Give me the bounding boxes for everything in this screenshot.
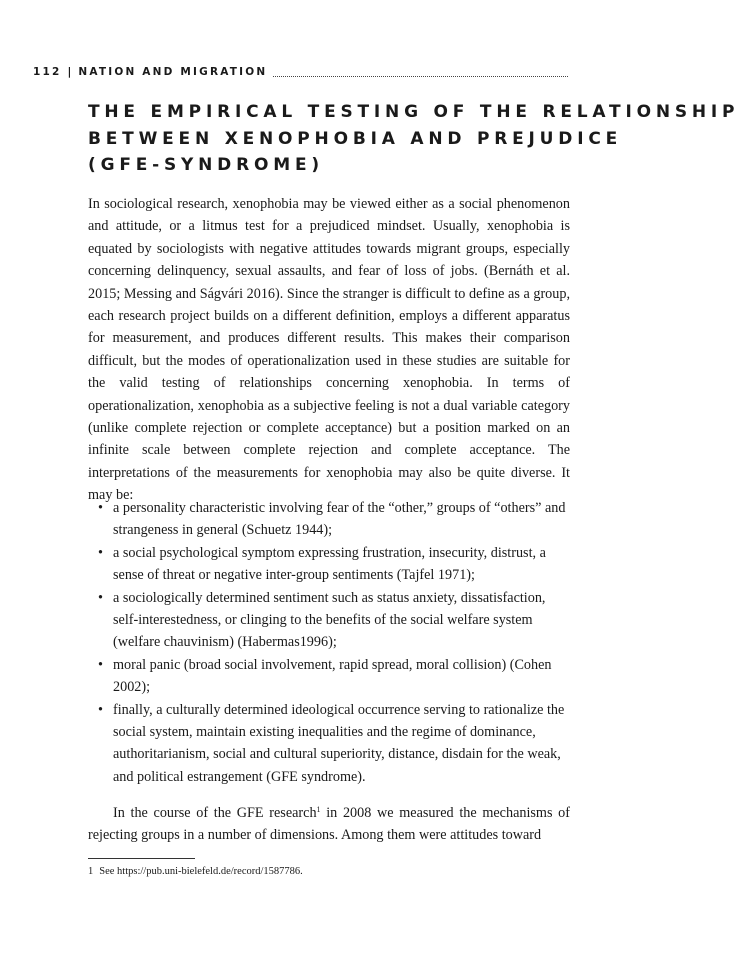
- body-paragraph-2: [88, 802, 570, 847]
- paragraph-text-end: in 2008 we measured the mechanisms of rejecting groups in a number of dimensions. Among them were attitudes toward: [88, 805, 570, 844]
- bullet-icon: •: [98, 544, 103, 561]
- dotted-leader: [273, 68, 568, 77]
- footnote-number: 1: [88, 866, 94, 877]
- list-item-text: a social psychological symptom expressing frustration, insecurity, distrust, a sense of threat or negative inter-group sentiments (Tajfel 1971);: [113, 544, 546, 584]
- section-heading-line: THE EMPIRICAL TESTING OF THE RELATIONSHIP: [88, 102, 739, 122]
- footnote-text[interactable]: See https://pub.uni-bielefeld.de/record/1587786.: [99, 866, 303, 877]
- section-heading: [88, 99, 739, 179]
- list-item: [88, 654, 570, 699]
- list-item: [88, 587, 570, 654]
- section-heading-line: (GFE-SYNDROME): [88, 155, 324, 175]
- list-item: [88, 497, 570, 542]
- list-item-text: a personality characteristic involving fear of the “other,” groups of “others” and strangeness in general (Schuetz 1944);: [113, 500, 566, 539]
- running-header: [33, 65, 568, 79]
- page-number: 112: [33, 66, 62, 78]
- section-heading-line: BETWEEN XENOPHOBIA AND PREJUDICE: [88, 128, 623, 149]
- bullet-icon: •: [98, 589, 103, 606]
- footnote-marker[interactable]: 1: [316, 805, 321, 814]
- header-separator: |: [67, 66, 72, 78]
- list-item: [88, 542, 570, 587]
- list-item-text: moral panic (broad social involvement, rapid spread, moral collision) (Cohen 2002);: [113, 656, 552, 696]
- running-title: NATION AND MIGRATION: [78, 66, 268, 78]
- paragraph-text: [88, 802, 570, 847]
- bullet-icon: •: [98, 701, 103, 718]
- list-item-text: a sociologically determined sentiment such as status anxiety, dissatisfaction, self-interestedness, or clinging to the benefits of the social welfare system (welfare chauvinism) (Habermas1996);: [113, 589, 546, 651]
- list-item: [88, 699, 570, 789]
- bullet-icon: •: [98, 500, 103, 516]
- footnote: [88, 865, 303, 879]
- body-paragraph-1: [88, 193, 570, 507]
- paragraph-text: In sociological research, xenophobia may be viewed either as a social phenomenon and attitude, or a litmus test for a prejudiced mindset. Usually, xenophobia is equated by sociologists with negative attitudes towards migrant groups, especially concerning delinquency, sexual assaults, and fear of loss of jobs. (Bernáth et al. 2015; Messing and Ságvári 2016). Since the stranger is difficult to define as a group, each research project builds on a different definition, employs a different apparatus for measurement, and produces different results. This makes their comparison difficult, but the modes of operationalization used in these studies are suitable for the valid testing of relationships concerning xenophobia. In terms of operationalization, xenophobia as a subjective feeling is not a dual variable category (unlike complete rejection or complete acceptance) but a position marked on an infinite scale between complete rejection and complete acceptance. The interpretations of the measurements for xenophobia may also be quite diverse. It may be:: [88, 196, 570, 504]
- bullet-icon: •: [98, 656, 103, 673]
- list-item-text: finally, a culturally determined ideological occurrence serving to rationalize the social system, maintain existing inequalities and the regime of dominance, authoritarianism, social and cultural superiority, distance, disdain for the weak, and political estrangement (GFE syndrome).: [113, 701, 565, 785]
- paragraph-text-start: In the course of the GFE research: [113, 805, 317, 821]
- footnote-divider: [88, 858, 195, 859]
- bullet-list: [88, 497, 570, 788]
